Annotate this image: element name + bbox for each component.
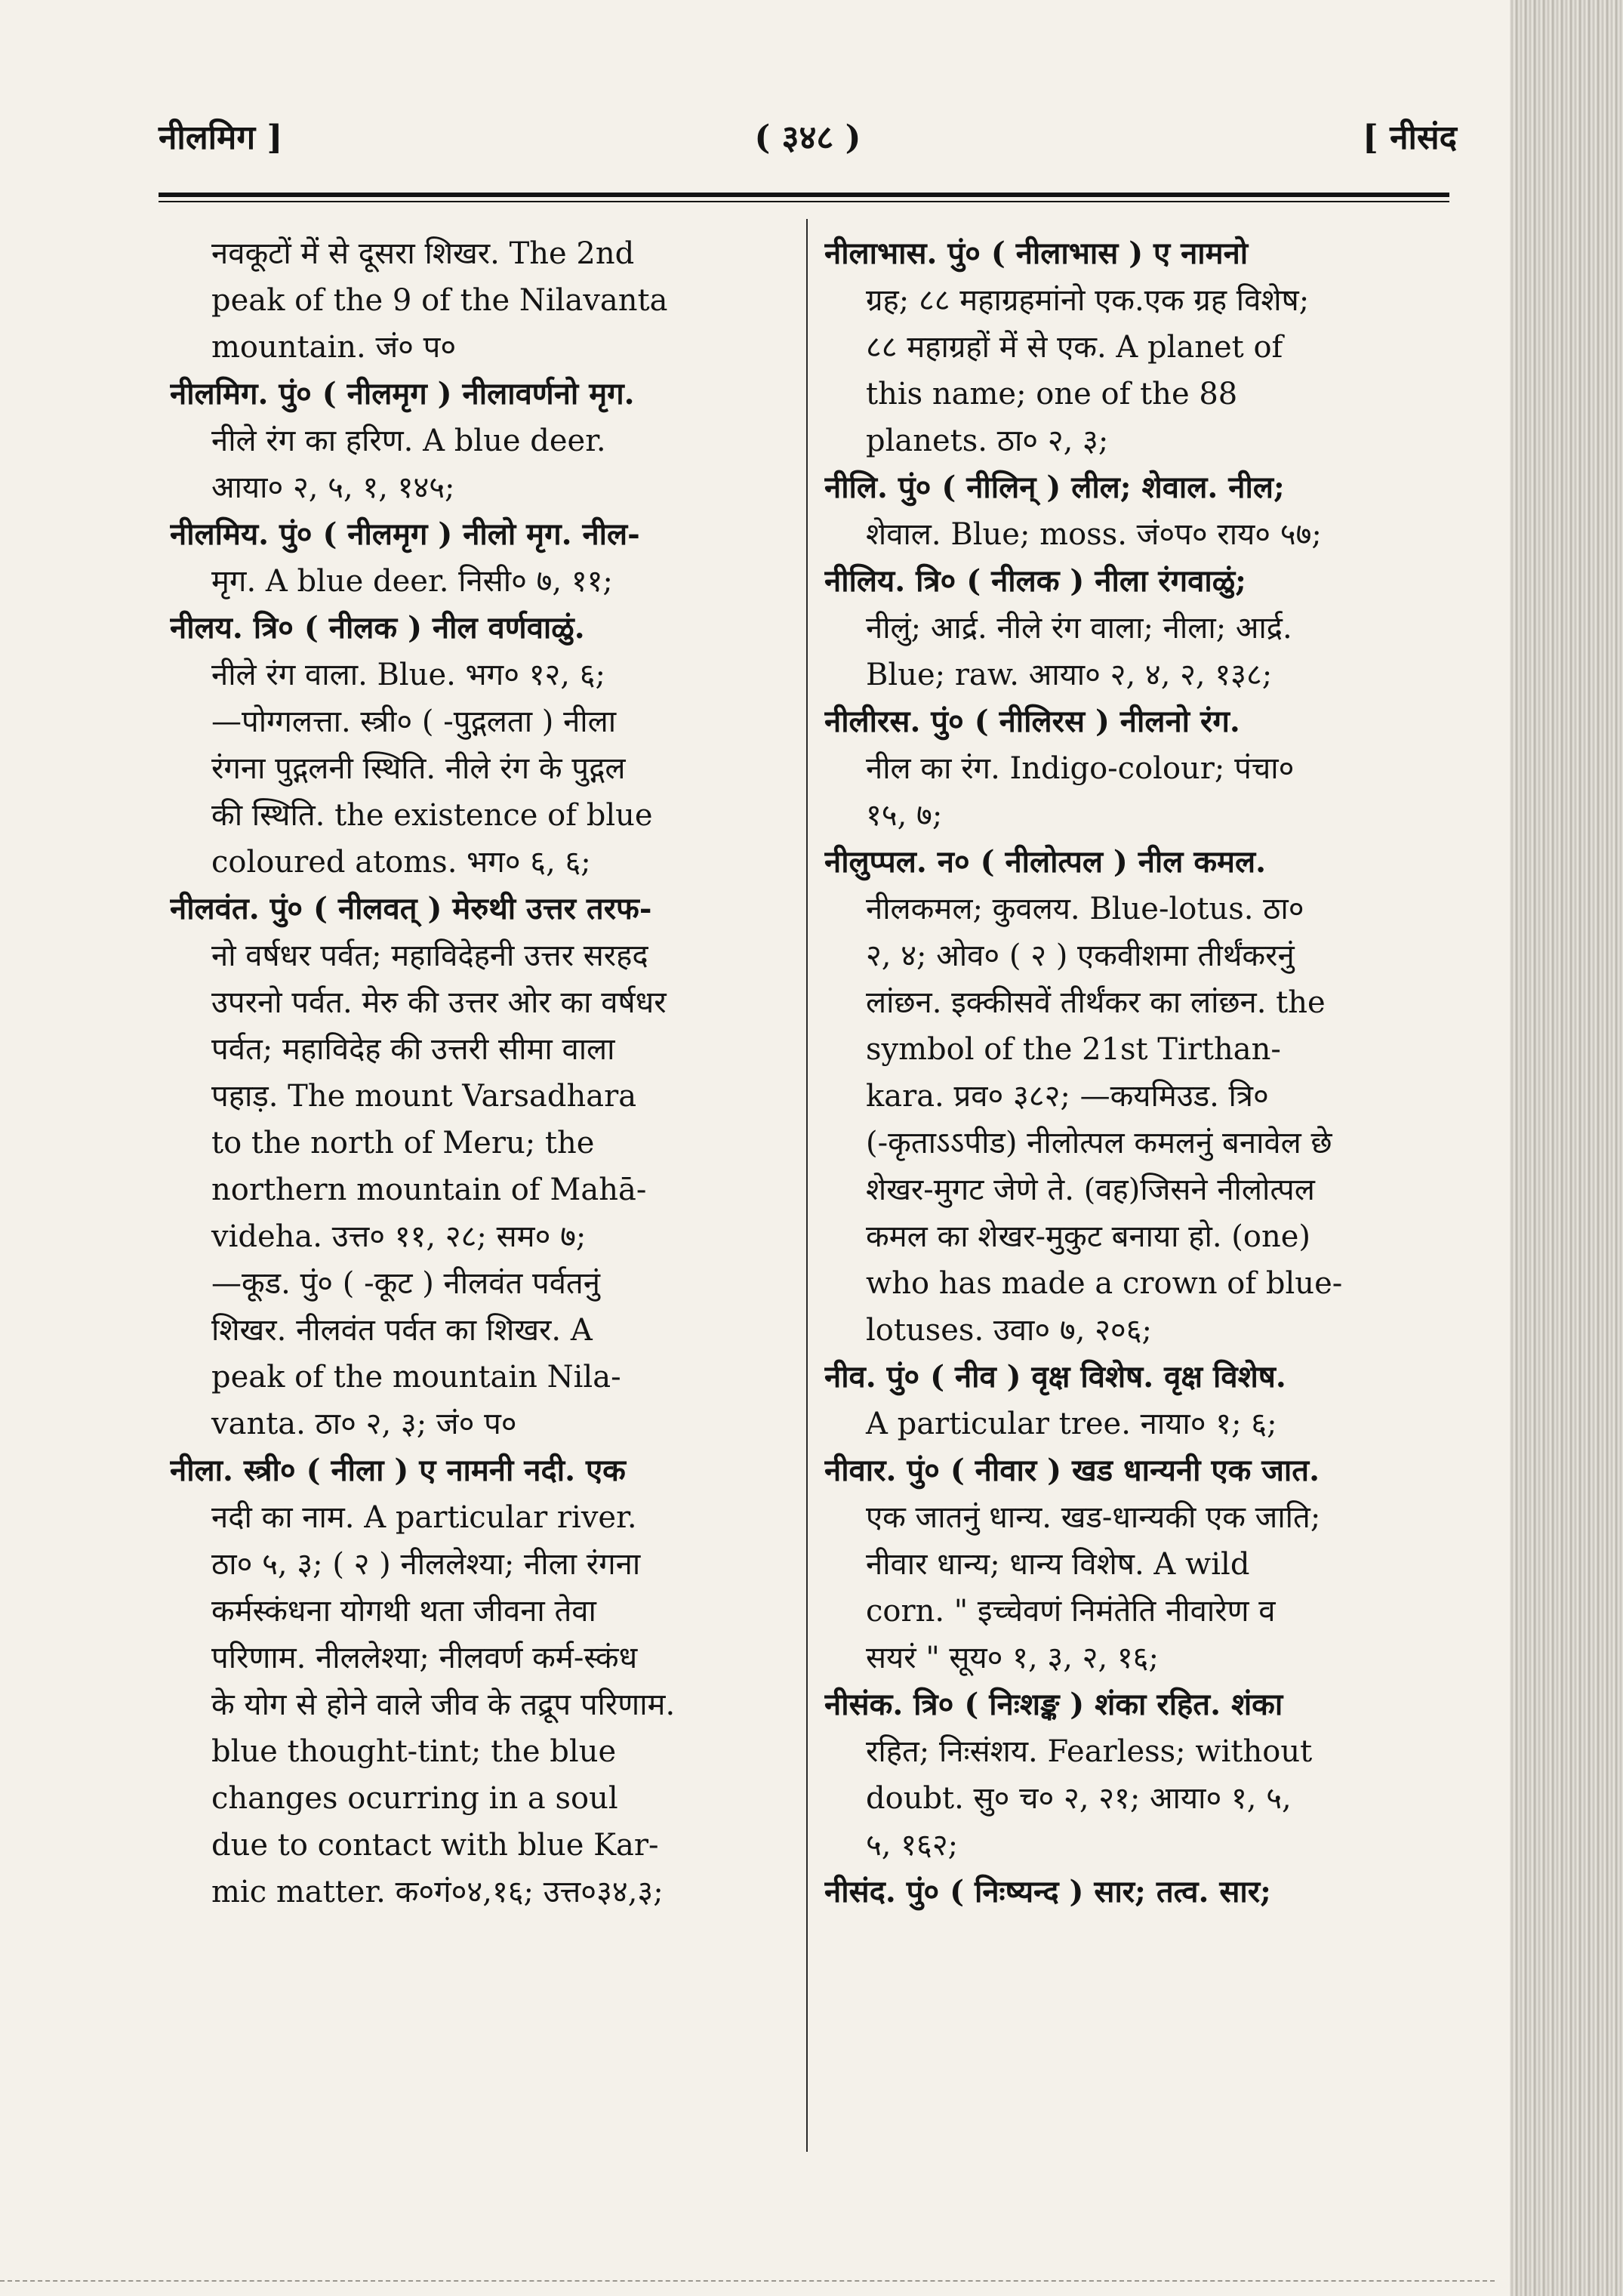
entry-headword-line: नीलमिग. पुं० ( नीलमृग ) नीलावर्णनो मृग. bbox=[170, 376, 635, 411]
entry-text-line: शिखर. नीलवंत पर्वत का शिखर. A bbox=[211, 1313, 593, 1348]
entry-text-line: २, ४; ओव० ( २ ) एकवीशमा तीर्थंकरनुं bbox=[866, 938, 1295, 973]
entry-text-line: ५, १६२; bbox=[866, 1828, 959, 1863]
entry-text-line: symbol of the 21st Tirthan- bbox=[866, 1032, 1281, 1067]
entry-text-line: kara. प्रव० ३८२; —कयमिउड. त्रि० bbox=[866, 1079, 1269, 1114]
header-first-word: नीलमिग ] bbox=[159, 119, 283, 157]
entry-text-line: नीले रंग वाला. Blue. भग० १२, ६; bbox=[211, 658, 606, 692]
header-rule-thin bbox=[159, 201, 1449, 202]
entry-text-line: changes ocurring in a soul bbox=[211, 1781, 618, 1816]
entry-text-line: coloured atoms. भग० ६, ६; bbox=[211, 845, 591, 880]
entry-text-line: peak of the 9 of the Nilavanta bbox=[211, 283, 668, 318]
entry-text-line: —पोग्गलत्ता. स्त्री० ( -पुद्गलता ) नीला bbox=[211, 704, 617, 739]
header-rule-thick bbox=[159, 193, 1449, 197]
entry-text-line: नील का रंग. Indigo-colour; पंचा० bbox=[866, 751, 1295, 786]
entry-text-line: ८८ महाग्रहों में से एक. A planet of bbox=[866, 330, 1283, 365]
entry-headword-line: नीलय. त्रि० ( नीलक ) नील वर्णवाळुं. bbox=[170, 610, 585, 646]
entry-headword-line: नीलवंत. पुं० ( नीलवत् ) मेरुथी उत्तर तरफ- bbox=[170, 891, 652, 926]
entry-text-line: नीलकमल; कुवलय. Blue-lotus. ठा० bbox=[866, 892, 1304, 926]
entry-text-line: this name; one of the 88 bbox=[866, 377, 1238, 411]
entry-text-line: की स्थिति. the existence of blue bbox=[211, 798, 653, 833]
entry-text-line: पर्वत; महाविदेह की उत्तरी सीमा वाला bbox=[211, 1032, 615, 1067]
page-number: ( ३४८ ) bbox=[754, 119, 861, 157]
entry-headword-line: नीला. स्त्री० ( नीला ) ए नामनी नदी. एक bbox=[170, 1453, 626, 1488]
entry-text-line: रंगना पुद्गलनी स्थिति. नीले रंग के पुद्गल bbox=[211, 751, 626, 786]
entry-text-line: —कूड. पुं० ( -कूट ) नीलवंत पर्वतनुं bbox=[211, 1266, 600, 1301]
entry-text-line: to the north of Meru; the bbox=[211, 1126, 595, 1160]
entry-text-line: northern mountain of Mahā- bbox=[211, 1173, 647, 1207]
entry-headword-line: नीव. पुं० ( नीव ) वृक्ष विशेष. वृक्ष विशेष. bbox=[824, 1359, 1286, 1395]
entry-text-line: कमल का शेखर-मुकुट बनाया हो. (one) bbox=[866, 1219, 1311, 1254]
entry-text-line: blue thought-tint; the blue bbox=[211, 1734, 617, 1769]
column-divider bbox=[806, 219, 808, 2152]
entry-text-line: peak of the mountain Nila- bbox=[211, 1360, 621, 1395]
entry-text-line: सयरं " सूय० १, ३, २, १६; bbox=[866, 1641, 1159, 1675]
entry-text-line: नवकूटों में से दूसरा शिखर. The 2nd bbox=[211, 236, 635, 271]
entry-text-line: ठा० ५, ३; ( २ ) नीललेश्या; नीला रंगना bbox=[211, 1547, 641, 1582]
entry-headword-line: नीलि. पुं० ( नीलिन् ) लील; शेवाल. नील; bbox=[824, 470, 1285, 505]
entry-text-line: मृग. A blue deer. निसी० ७, ११; bbox=[211, 564, 613, 599]
entry-headword-line: नीवार. पुं० ( नीवार ) खड धान्यनी एक जात. bbox=[824, 1453, 1320, 1488]
entry-text-line: नीलुं; आर्द्र. नीले रंग वाला; नीला; आर्द्र. bbox=[866, 611, 1292, 646]
entry-headword-line: नीलाभास. पुं० ( नीलाभास ) ए नामनो bbox=[824, 236, 1249, 271]
page-header bbox=[159, 113, 1457, 166]
entry-text-line: due to contact with blue Kar- bbox=[211, 1828, 659, 1863]
entry-text-line: के योग से होने वाले जीव के तद्रूप परिणाम. bbox=[211, 1687, 676, 1722]
entry-text-line: Blue; raw. आया० २, ४, २, १३८; bbox=[866, 658, 1273, 692]
entry-text-line: (-कृताऽऽपीड) नीलोत्पल कमलनुं बनावेल छे bbox=[866, 1126, 1332, 1160]
entry-text-line: परिणाम. नीललेश्या; नीलवर्ण कर्म-स्कंध bbox=[211, 1641, 638, 1675]
bottom-edge-line bbox=[0, 2280, 1495, 2282]
entry-text-line: शेवाल. Blue; moss. जं०प० राय० ५७; bbox=[866, 517, 1322, 552]
left-column bbox=[170, 230, 796, 1915]
entry-text-line: लांछन. इक्कीसवें तीर्थंकर का लांछन. the bbox=[866, 985, 1326, 1020]
right-column bbox=[824, 230, 1451, 1915]
entry-text-line: नो वर्षधर पर्वत; महाविदेहनी उत्तर सरहद bbox=[211, 938, 648, 973]
entry-text-line: A particular tree. नाया० १; ६; bbox=[866, 1407, 1277, 1441]
entry-headword-line: नीसंद. पुं० ( निःष्यन्द ) सार; तत्व. सार; bbox=[824, 1874, 1271, 1909]
header-last-word: [ नीसंद bbox=[1362, 119, 1457, 157]
entry-text-line: एक जातनुं धान्य. खड-धान्यकी एक जाति; bbox=[866, 1500, 1321, 1535]
entry-text-line: videha. उत्त० ११, २८; सम० ७; bbox=[211, 1219, 587, 1254]
entry-text-line: lotuses. उवा० ७, २०६; bbox=[866, 1313, 1153, 1348]
scan-edge-shadow bbox=[1510, 0, 1623, 2296]
entry-text-line: who has made a crown of blue- bbox=[866, 1266, 1343, 1301]
entry-text-line: नदी का नाम. A particular river. bbox=[211, 1500, 637, 1535]
entry-text-line: mic matter. क०गं०४,१६; उत्त०३४,३; bbox=[211, 1875, 664, 1909]
entry-text-line: शेखर-मुगट जेणे ते. (वह)जिसने नीलोत्पल bbox=[866, 1173, 1315, 1207]
entry-text-line: vanta. ठा० २, ३; जं० प० bbox=[211, 1407, 517, 1441]
entry-text-line: planets. ठा० २, ३; bbox=[866, 424, 1109, 458]
entry-text-line: उपरनो पर्वत. मेरु की उत्तर ओर का वर्षधर bbox=[211, 985, 667, 1020]
entry-text-line: रहित; निःसंशय. Fearless; without bbox=[866, 1734, 1313, 1769]
entry-text-line: doubt. सु० च० २, २१; आया० १, ५, bbox=[866, 1781, 1292, 1816]
entry-text-line: corn. " इच्चेवणं निमंतेति नीवारेण व bbox=[866, 1594, 1276, 1629]
entry-headword-line: नीलमिय. पुं० ( नीलमृग ) नीलो मृग. नील- bbox=[170, 516, 640, 552]
entry-headword-line: नीलीरस. पुं० ( नीलिरस ) नीलनो रंग. bbox=[824, 704, 1240, 739]
entry-text-line: ग्रह; ८८ महाग्रहमांनो एक.एक ग्रह विशेष; bbox=[866, 283, 1310, 318]
entry-headword-line: नीलुप्पल. न० ( नीलोत्पल ) नील कमल. bbox=[824, 844, 1267, 880]
entry-text-line: १५, ७; bbox=[866, 798, 943, 833]
entry-headword-line: नीसंक. त्रि० ( निःशङ्क ) शंका रहित. शंका bbox=[824, 1687, 1283, 1722]
entry-text-line: कर्मस्कंधना योगथी थता जीवना तेवा bbox=[211, 1594, 596, 1629]
entry-text-line: नीवार धान्य; धान्य विशेष. A wild bbox=[866, 1547, 1250, 1582]
entry-text-line: पहाड़. The mount Varsadhara bbox=[211, 1079, 637, 1114]
entry-headword-line: नीलिय. त्रि० ( नीलक ) नीला रंगवाळुं; bbox=[824, 563, 1246, 599]
entry-text-line: नीले रंग का हरिण. A blue deer. bbox=[211, 424, 606, 458]
entry-text-line: mountain. जं० प० bbox=[211, 330, 457, 365]
entry-text-line: आया० २, ५, १, १४५; bbox=[211, 470, 455, 505]
